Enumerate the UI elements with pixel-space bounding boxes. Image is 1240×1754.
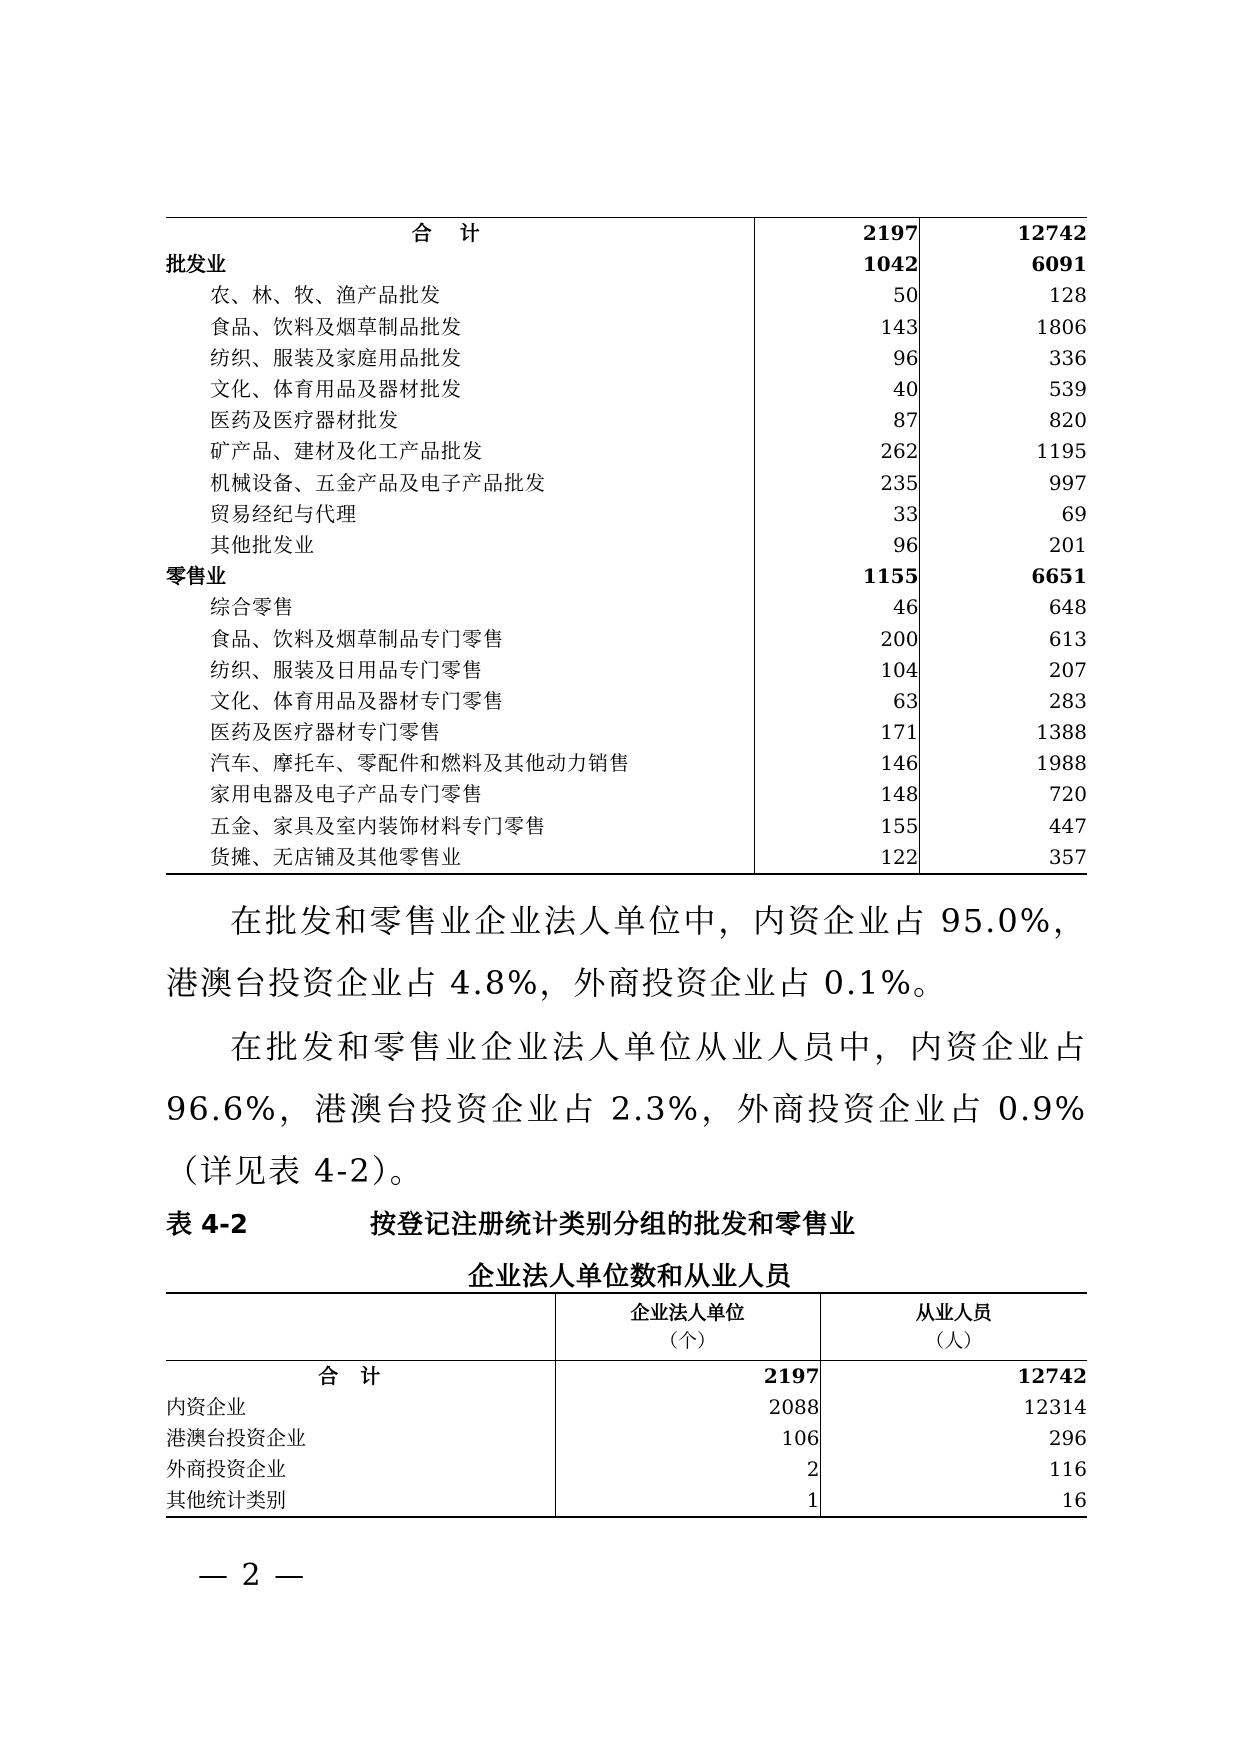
table-row [166,1423,1087,1454]
table2-header-row [166,1293,1087,1361]
row-employees: 6651 [1031,564,1087,589]
table-row [166,592,1087,623]
row-name: 批发业 [166,249,754,280]
table-row [166,343,1087,374]
row-units: 2197 [754,218,919,250]
row-employees: 12742 [919,218,1087,250]
row-units: 104 [754,655,919,686]
row-name: 机械设备、五金产品及电子产品批发 [166,468,754,499]
row-units: 1155 [754,561,919,592]
table-row [166,1392,1087,1423]
row-name: 零售业 [166,561,754,592]
row-units: 40 [754,374,919,405]
table2-header-blank [166,1293,555,1361]
paragraph-employees-share: 在批发和零售业企业法人单位从业人员中，内资企业占 96.6%，港澳台投资企业占 2.3%，外商投资企业占 0.9%（详见表 4-2）。 [166,1028,1087,1190]
row-name: 文化、体育用品及器材专门零售 [166,686,754,717]
table-row [166,1485,1087,1517]
table-row [166,811,1087,842]
row-name: 外商投资企业 [166,1454,555,1485]
row-name: 农、林、牧、渔产品批发 [166,280,754,311]
row-employees: 201 [1048,532,1087,557]
row-employees: 820 [1048,408,1087,433]
row-name: 文化、体育用品及器材批发 [166,374,754,405]
row-units: 96 [754,530,919,561]
row-employees: 69 [1061,501,1087,526]
row-units: 122 [754,842,919,874]
table-row [166,468,1087,499]
row-name: 汽车、摩托车、零配件和燃料及其他动力销售 [166,748,754,779]
row-employees: 296 [1048,1426,1087,1450]
table-row [166,655,1087,686]
row-units: 50 [754,280,919,311]
row-employees: 447 [1048,813,1087,838]
row-name: 其他批发业 [166,530,754,561]
row-name: 医药及医疗器材批发 [166,405,754,436]
row-name: 贸易经纪与代理 [166,499,754,530]
row-name: 食品、饮料及烟草制品批发 [166,312,754,343]
row-units: 106 [555,1423,820,1454]
paragraph-units-share: 在批发和零售业企业法人单位中，内资企业占 95.0%，港澳台投资企业占 4.8%，外商投资企业占 0.1%。 [166,902,1087,1002]
table2-header-units-unit: （个） [658,1330,716,1352]
row-employees: 12742 [1017,1364,1087,1388]
row-employees: 128 [1048,283,1087,308]
row-name: 合计 [166,1361,555,1393]
table2-title-line1: 按登记注册统计类别分组的批发和零售业 [370,1210,857,1240]
row-units: 33 [754,499,919,530]
industry-table [166,217,1087,875]
row-employees: 336 [1048,345,1087,370]
row-units: 46 [754,592,919,623]
row-employees: 207 [1048,657,1087,682]
row-units: 262 [754,436,919,467]
table-row [166,530,1087,561]
row-units: 96 [754,343,919,374]
row-units: 2088 [555,1392,820,1423]
row-name: 其他统计类别 [166,1485,555,1517]
row-name: 港澳台投资企业 [166,1423,555,1454]
table2-header-units [555,1293,820,1361]
row-employees: 6091 [1031,252,1087,277]
table-row [166,686,1087,717]
row-name: 货摊、无店铺及其他零售业 [166,842,754,874]
row-units: 1042 [754,249,919,280]
table-row [166,280,1087,311]
row-employees: 1988 [1036,751,1087,776]
row-name: 综合零售 [166,592,754,623]
row-employees: 116 [1048,1457,1087,1481]
row-name: 食品、饮料及烟草制品专门零售 [166,623,754,654]
table-row [166,779,1087,810]
row-employees: 539 [1048,377,1087,402]
table2-header-employees-unit: （人） [925,1330,983,1352]
row-units: 63 [754,686,919,717]
table2-header-units-label: 企业法人单位 [630,1302,745,1324]
row-employees: 1388 [1036,720,1087,745]
page-number: — 2 — [198,1558,307,1593]
table-row [166,842,1087,874]
row-units: 235 [754,468,919,499]
row-units: 1 [555,1485,820,1517]
row-units: 200 [754,623,919,654]
row-employees: 12314 [1023,1395,1087,1419]
table-row [166,748,1087,779]
table-row [166,561,1087,592]
table2-header-employees-label: 从业人员 [915,1302,992,1324]
table2-title-line2: 企业法人单位数和从业人员 [468,1262,793,1292]
row-employees: 1806 [1036,314,1087,339]
row-employees: 720 [1048,782,1087,807]
table-row [166,218,1087,250]
table-row [166,1361,1087,1393]
row-units: 155 [754,811,919,842]
row-units: 87 [754,405,919,436]
row-name: 家用电器及电子产品专门零售 [166,779,754,810]
registration-type-table [166,1292,1087,1518]
table-row [166,249,1087,280]
row-units: 146 [754,748,919,779]
row-units: 171 [754,717,919,748]
table-row [166,374,1087,405]
row-name: 五金、家具及室内装饰材料专门零售 [166,811,754,842]
table2-label: 表 4-2 [166,1210,249,1240]
row-units: 143 [754,312,919,343]
table-row [166,623,1087,654]
row-employees: 613 [1048,626,1087,651]
row-employees: 357 [919,842,1087,874]
row-employees: 16 [820,1485,1087,1517]
table-row [166,717,1087,748]
row-units: 148 [754,779,919,810]
row-name: 矿产品、建材及化工产品批发 [166,436,754,467]
table-row [166,499,1087,530]
table-row [166,436,1087,467]
row-employees: 1195 [1036,439,1087,464]
row-units: 2 [555,1454,820,1485]
row-employees: 283 [1048,688,1087,713]
table-row [166,1454,1087,1485]
table-row [166,312,1087,343]
table2-header-employees [820,1293,1087,1361]
table-row [166,405,1087,436]
row-employees: 997 [1048,470,1087,495]
row-units: 2197 [555,1361,820,1393]
row-name: 医药及医疗器材专门零售 [166,717,754,748]
row-name: 纺织、服装及日用品专门零售 [166,655,754,686]
row-name: 合计 [166,218,754,250]
row-name: 纺织、服装及家庭用品批发 [166,343,754,374]
row-employees: 648 [1048,595,1087,620]
row-name: 内资企业 [166,1392,555,1423]
